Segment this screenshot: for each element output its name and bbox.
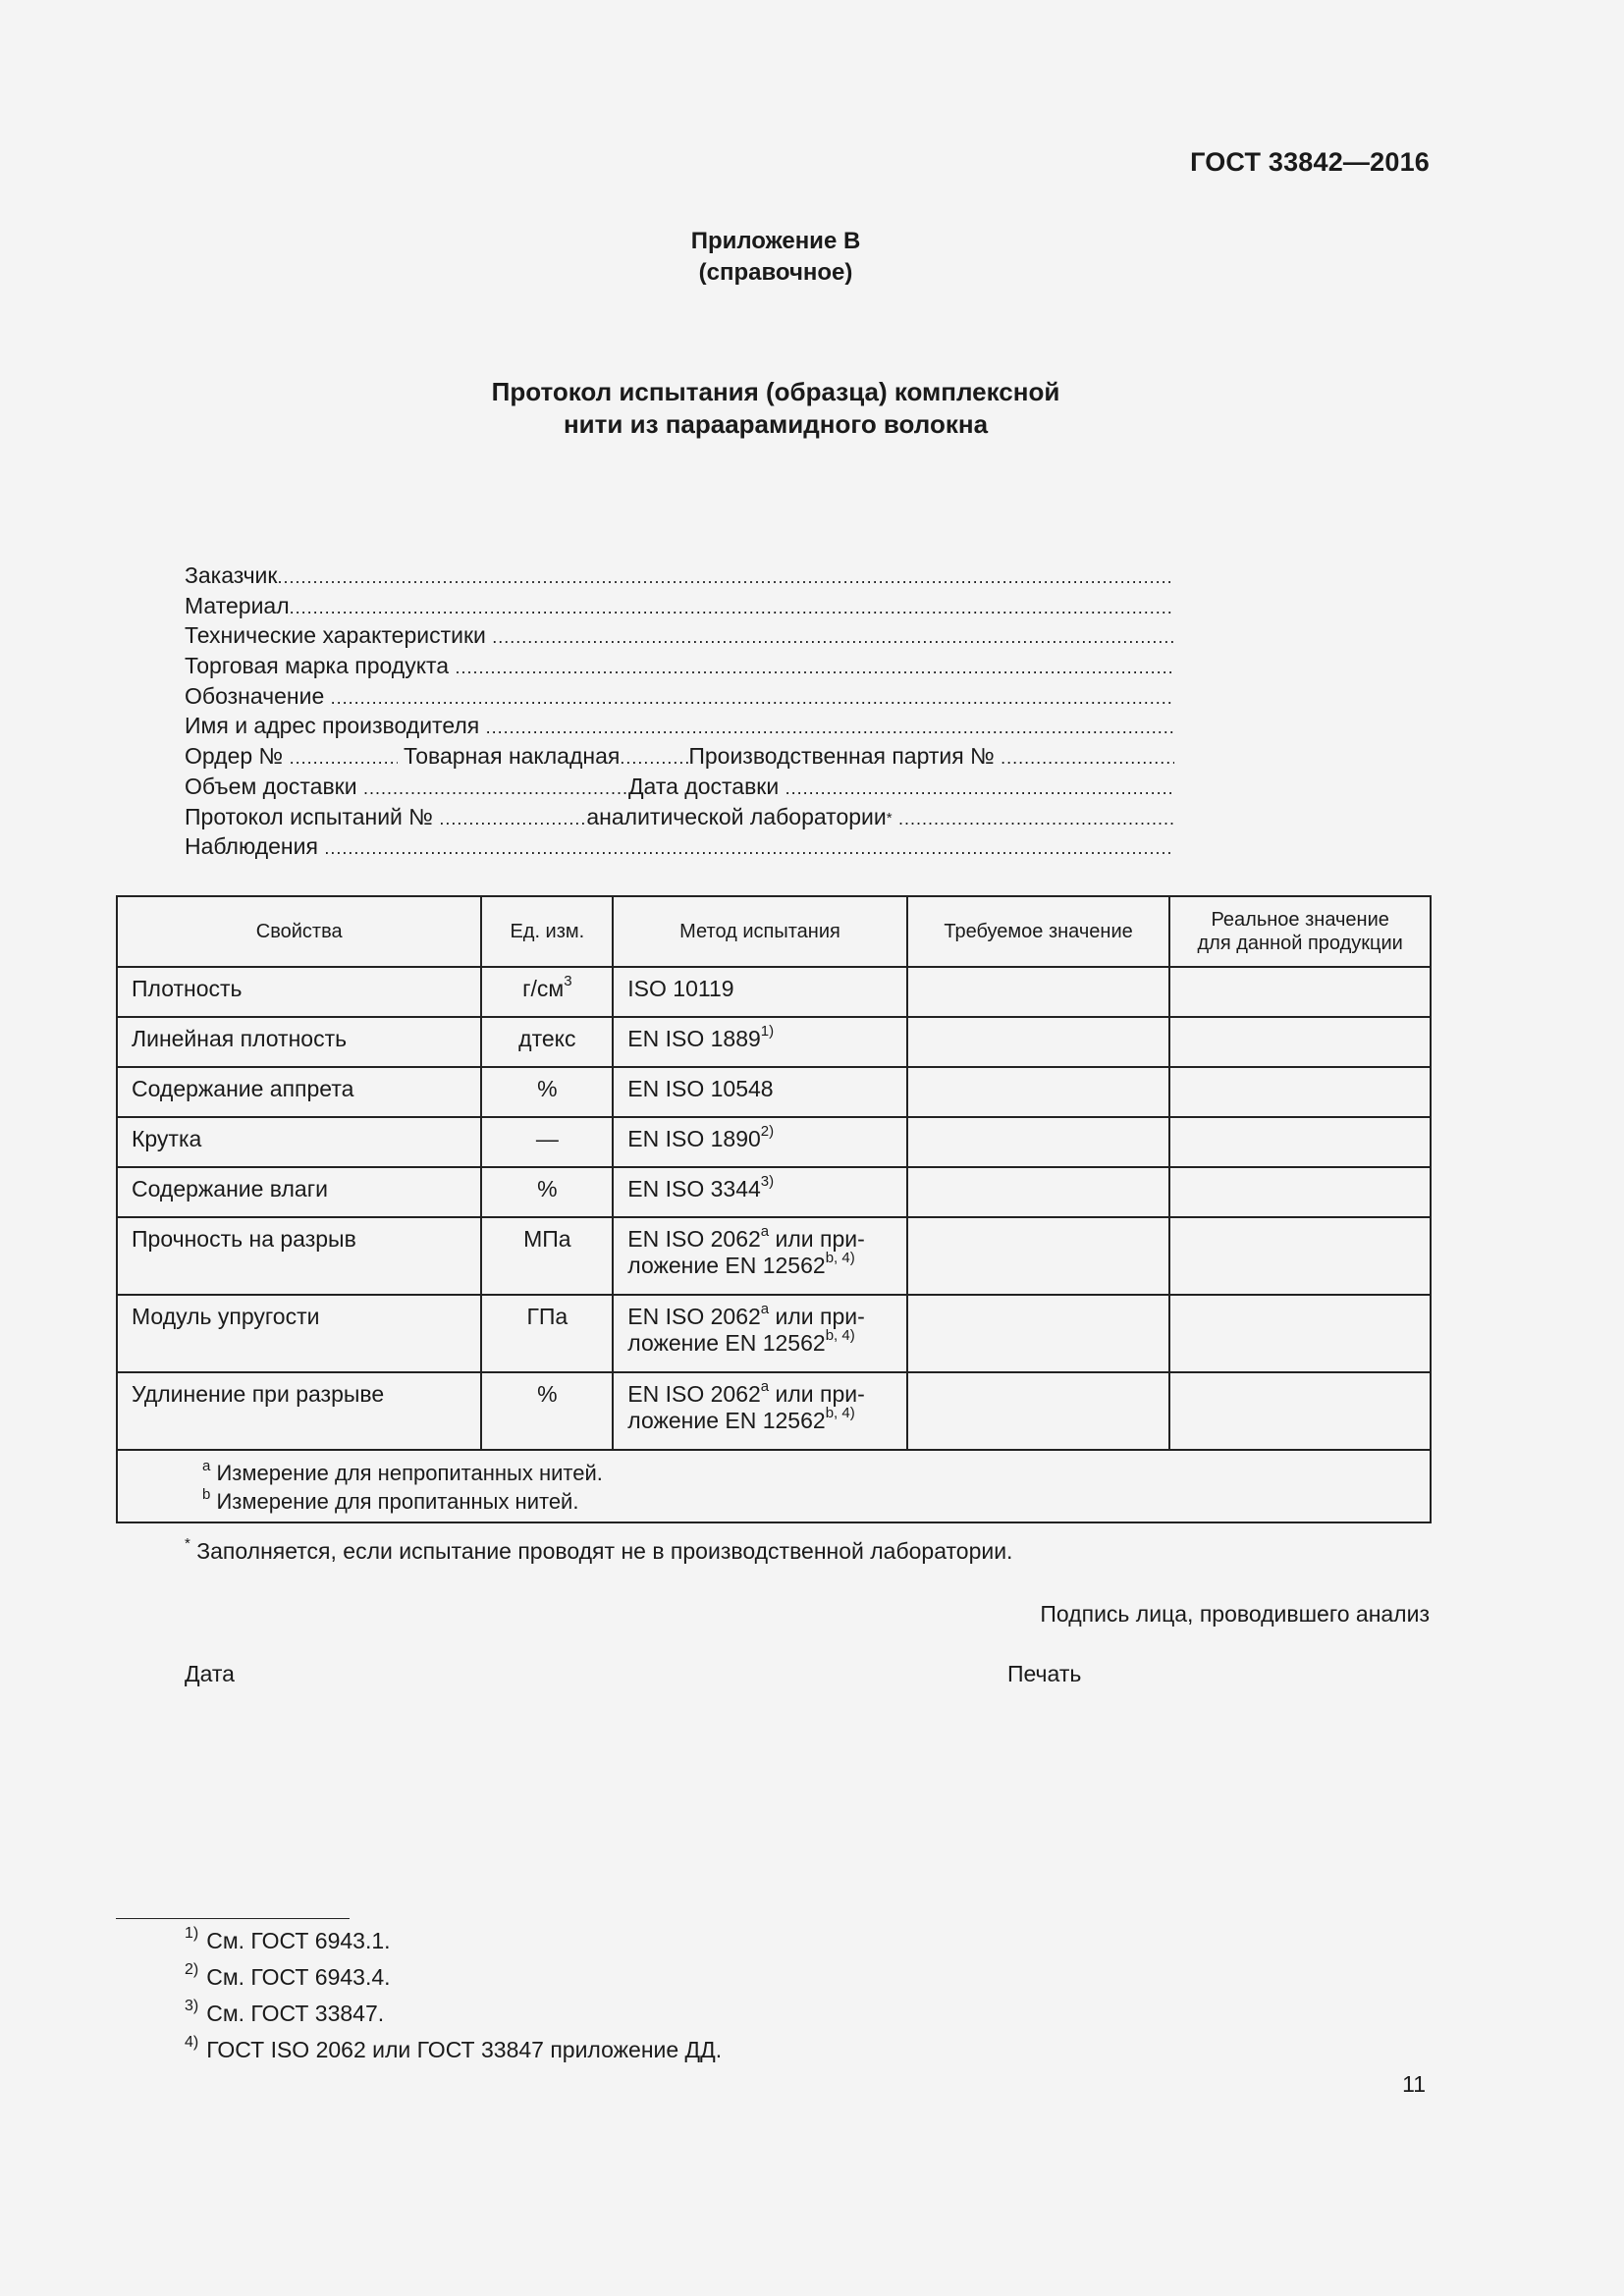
form-label-protocol: Протокол испытаний №	[185, 803, 433, 829]
form-line-tech-specs	[185, 622, 1174, 653]
cell-actual[interactable]	[1169, 1372, 1431, 1450]
cell-actual[interactable]	[1169, 1067, 1431, 1117]
cell-required[interactable]	[907, 1372, 1170, 1450]
document-code: ГОСТ 33842—2016	[1190, 147, 1430, 177]
method-text: EN ISO 2062	[627, 1381, 761, 1407]
form-label-manufacturer: Имя и адрес производителя	[185, 713, 480, 739]
method-text: EN ISO 1890	[627, 1126, 761, 1151]
protocol-title	[0, 376, 1551, 441]
cell-required[interactable]	[907, 1167, 1170, 1217]
table-row	[117, 1167, 1431, 1217]
cell-property: Крутка	[117, 1117, 481, 1167]
stamp-label: Печать	[1007, 1661, 1082, 1686]
form-line-designation	[185, 683, 1174, 714]
form-line-material	[185, 593, 1174, 623]
footnote-4	[185, 2032, 722, 2068]
form-fill-delivery-date[interactable]	[785, 778, 1174, 799]
cell-property: Плотность	[117, 967, 481, 1017]
cell-required[interactable]	[907, 1067, 1170, 1117]
form-line-order	[185, 743, 1174, 774]
method-sup: 1)	[760, 1023, 775, 1041]
cell-unit: %	[481, 1167, 613, 1217]
method-sup: a	[760, 1378, 770, 1396]
method-sup: a	[760, 1301, 770, 1318]
table-notes-row	[117, 1450, 1431, 1522]
footnotes	[185, 1923, 722, 2068]
cell-unit: %	[481, 1067, 613, 1117]
cell-property: Содержание влаги	[117, 1167, 481, 1217]
form-label-observations: Наблюдения	[185, 833, 318, 860]
cell-method	[613, 1167, 907, 1217]
table-note-a	[118, 1459, 1430, 1487]
form-fill-trade-mark[interactable]	[455, 658, 1174, 678]
note-text: Измерение для непропитанных нитей.	[216, 1461, 603, 1485]
header-actual-line-1: Реальное значение	[1211, 909, 1389, 931]
note-mark: a	[202, 1457, 211, 1474]
note-mark: b	[202, 1485, 211, 1503]
cell-required[interactable]	[907, 967, 1170, 1017]
header-method: Метод испытания	[613, 896, 907, 967]
header-property: Свойства	[117, 896, 481, 967]
cell-property: Прочность на разрыв	[117, 1217, 481, 1295]
cell-actual[interactable]	[1169, 967, 1431, 1017]
form-label-designation: Обозначение	[185, 682, 325, 709]
form-line-observations	[185, 833, 1174, 864]
method-sup: 3)	[760, 1173, 775, 1191]
cell-unit: дтекс	[481, 1017, 613, 1067]
form-label-delivery-date: Дата доставки	[627, 773, 780, 799]
form-fill-customer[interactable]	[277, 567, 1174, 588]
table-row	[117, 1017, 1431, 1067]
unit-sup: 3	[564, 973, 572, 990]
footnote-2	[185, 1959, 722, 1996]
method-tail: или при-	[769, 1304, 865, 1329]
header-actual-line-2: для данной продукции	[1197, 933, 1403, 954]
method-sup: a	[760, 1223, 770, 1241]
appendix-heading	[0, 226, 1551, 289]
table-row	[117, 1217, 1431, 1295]
table-row	[117, 1372, 1431, 1450]
footnote-mark: 4)	[185, 2034, 199, 2052]
cell-method	[613, 1295, 907, 1372]
star-footnote	[185, 1535, 1013, 1565]
form-line-protocol: Протокол испытаний № ..... аналитической лаборатории * .....	[185, 804, 1174, 834]
cell-actual[interactable]	[1169, 1295, 1431, 1372]
table-note-b	[118, 1487, 1430, 1516]
cell-unit	[481, 967, 613, 1017]
unit-text: г/см	[522, 976, 565, 1001]
cell-actual[interactable]	[1169, 1217, 1431, 1295]
cell-method	[613, 1017, 907, 1067]
method-text: EN ISO 2062	[627, 1304, 761, 1329]
table-header-row	[117, 896, 1431, 967]
cell-unit: —	[481, 1117, 613, 1167]
form-fill-material[interactable]	[290, 598, 1174, 618]
cell-property: Модуль упругости	[117, 1295, 481, 1372]
form-fill-batch[interactable]	[1001, 748, 1174, 769]
table-notes	[117, 1450, 1431, 1522]
cell-unit: МПа	[481, 1217, 613, 1295]
title-line-1: Протокол испытания (образца) комплексной	[491, 377, 1060, 406]
form-fill-invoice[interactable]	[620, 748, 688, 769]
cell-required[interactable]	[907, 1217, 1170, 1295]
footnote-mark: 3)	[185, 1998, 199, 2015]
cell-actual[interactable]	[1169, 1117, 1431, 1167]
form-label-delivery-volume: Объем доставки	[185, 773, 357, 799]
method-tail: или при-	[769, 1226, 865, 1252]
footnote-text: См. ГОСТ 6943.4.	[206, 1964, 391, 1990]
appendix-kind: (справочное)	[698, 259, 853, 286]
form-fill-lab[interactable]	[898, 809, 1174, 829]
footnote-mark: 1)	[185, 1925, 199, 1943]
protocol-form	[185, 562, 1174, 864]
form-fill-delivery-volume[interactable]	[363, 778, 628, 799]
header-unit: Ед. изм.	[481, 896, 613, 967]
form-label-lab: аналитической лаборатории	[586, 803, 887, 829]
form-fill-order[interactable]	[290, 748, 398, 769]
header-actual	[1169, 896, 1431, 967]
page-number: 11	[1402, 2071, 1426, 2097]
cell-required[interactable]	[907, 1117, 1170, 1167]
table-row	[117, 967, 1431, 1017]
method-text: EN ISO 3344	[627, 1176, 761, 1201]
footnote-text: См. ГОСТ 33847.	[206, 2001, 385, 2026]
form-fill-observations[interactable]	[324, 838, 1174, 859]
method-text: EN ISO 2062	[627, 1226, 761, 1252]
table-row	[117, 1067, 1431, 1117]
form-label-customer: Заказчик	[185, 562, 278, 588]
form-label-batch: Производственная партия №	[688, 743, 995, 770]
cell-required[interactable]	[907, 1295, 1170, 1372]
form-label-tech-specs: Технические характеристики	[185, 622, 486, 649]
star-mark: *	[185, 1535, 190, 1553]
form-label-trade-mark: Торговая марка продукта	[185, 653, 450, 679]
cell-required[interactable]	[907, 1017, 1170, 1067]
cell-actual[interactable]	[1169, 1167, 1431, 1217]
form-fill-tech-specs[interactable]	[492, 627, 1174, 648]
method-sup-2: b, 4)	[825, 1250, 855, 1267]
header-required: Требуемое значение	[907, 896, 1170, 967]
date-label: Дата	[185, 1661, 235, 1686]
footnote-text: См. ГОСТ 6943.1.	[206, 1928, 391, 1953]
cell-method	[613, 967, 907, 1017]
form-fill-designation[interactable]	[331, 688, 1174, 709]
form-label-order: Ордер №	[185, 743, 284, 770]
cell-method	[613, 1067, 907, 1117]
cell-property: Линейная плотность	[117, 1017, 481, 1067]
appendix-title: Приложение В	[690, 228, 861, 254]
cell-method	[613, 1372, 907, 1450]
footnote-text: ГОСТ ISO 2062 или ГОСТ 33847 приложение ДД.	[206, 2037, 723, 2062]
method-text-2: ложение EN 12562	[627, 1408, 826, 1433]
properties-table	[116, 895, 1432, 1523]
note-text: Измерение для пропитанных нитей.	[216, 1489, 579, 1514]
method-sup: 2)	[760, 1123, 775, 1141]
title-line-2: нити из параарамидного волокна	[563, 409, 989, 439]
cell-property: Удлинение при разрыве	[117, 1372, 481, 1450]
form-fill-protocol[interactable]	[439, 809, 586, 829]
cell-unit: %	[481, 1372, 613, 1450]
form-label-invoice: Товарная накладная	[404, 743, 621, 770]
form-fill-manufacturer[interactable]	[486, 718, 1174, 738]
method-text-2: ложение EN 12562	[627, 1253, 826, 1278]
form-line-manufacturer	[185, 713, 1174, 743]
form-line-delivery	[185, 774, 1174, 804]
table-row	[117, 1295, 1431, 1372]
method-sup-2: b, 4)	[825, 1405, 855, 1422]
method-text-2: ложение EN 12562	[627, 1330, 826, 1356]
footnote-mark: 2)	[185, 1961, 199, 1979]
method-text: ISO 10119	[627, 976, 734, 1001]
footnote-1	[185, 1923, 722, 1959]
method-tail: или при-	[769, 1381, 865, 1407]
method-sup-2: b, 4)	[825, 1327, 855, 1345]
cell-method	[613, 1117, 907, 1167]
cell-actual[interactable]	[1169, 1017, 1431, 1067]
method-text: EN ISO 1889	[627, 1026, 761, 1051]
cell-property: Содержание аппрета	[117, 1067, 481, 1117]
star-note-text: Заполняется, если испытание проводят не в производственной лаборатории.	[196, 1538, 1013, 1564]
form-line-customer	[185, 562, 1174, 593]
form-line-trade-mark	[185, 653, 1174, 683]
footnote-separator	[116, 1918, 350, 1919]
footnote-3	[185, 1996, 722, 2032]
cell-method	[613, 1217, 907, 1295]
method-text: EN ISO 10548	[627, 1076, 774, 1101]
table-row	[117, 1117, 1431, 1167]
form-label-material: Материал	[185, 592, 290, 618]
signature-label: Подпись лица, проводившего анализ	[1040, 1601, 1430, 1627]
cell-unit: ГПа	[481, 1295, 613, 1372]
